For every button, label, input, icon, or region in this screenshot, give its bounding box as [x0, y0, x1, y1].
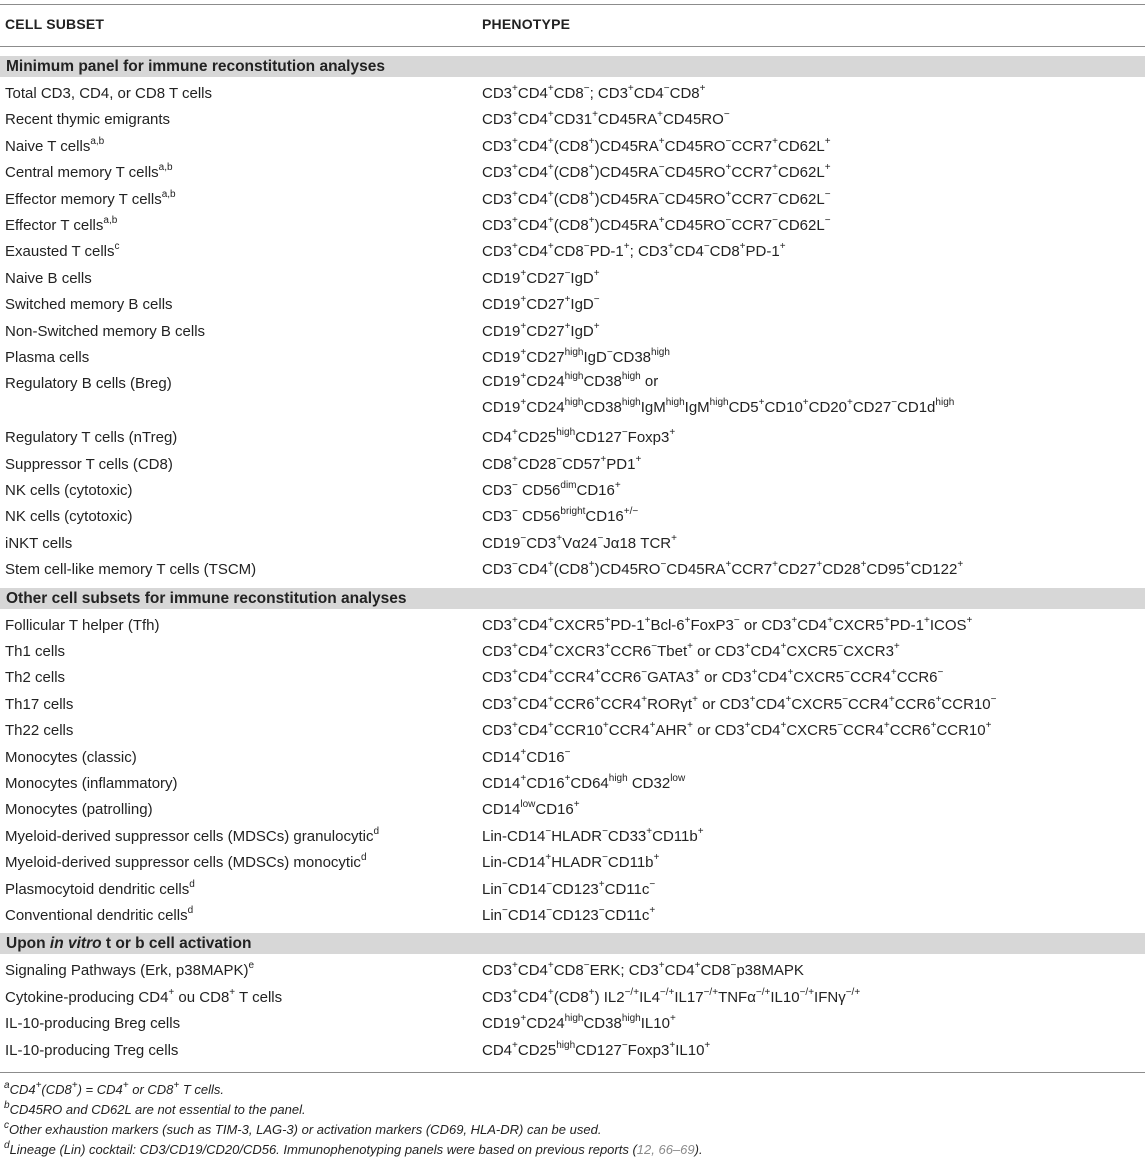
cell-subset: Effector memory T cells$^{a,b}$	[5, 188, 176, 208]
section-header	[0, 56, 1145, 77]
table-row	[0, 1011, 1145, 1037]
table-row	[0, 771, 1145, 797]
cell-phenotype: CD3+CD4+CD31+CD45RA+CD45RO−	[482, 109, 730, 129]
table-row	[0, 958, 1145, 984]
cell-subset: Naive B cells	[5, 269, 92, 287]
table-row	[0, 504, 1145, 530]
table-row	[0, 266, 1145, 292]
cell-phenotype: Lin−CD14−CD123−CD11c+	[482, 905, 656, 924]
table-row	[0, 292, 1145, 318]
table-row	[0, 745, 1145, 771]
cell-phenotype: $CD14^+CD16^+CD64^{high}$ $CD32^{low}$	[482, 773, 686, 792]
cell-phenotype: CD3+CD4+CCR10+CCR4+AHR+ or CD3+CD4+CXCR5−CCR4+CCR6+CCR10+	[482, 720, 992, 740]
cell-phenotype: CD3+CD4+(CD8+) IL2−/+IL4−/+IL17−/+TNFα−/+IL10−/+IFNγ−/+	[482, 986, 861, 1006]
cell-subset: Myeloid-derived suppressor cells (MDSCs) granulocytic$^d$	[5, 825, 380, 845]
table-row	[0, 1038, 1145, 1064]
cell-phenotype: $CD4^+CD25^{high}CD127^-Foxp3^+$	[482, 427, 676, 447]
cell-phenotype: CD3− $CD56^{bright}CD16^{+/-}$	[482, 506, 639, 526]
table-row	[0, 239, 1145, 265]
cell-subset: Non-Switched memory B cells	[5, 322, 206, 340]
cell-subset: NK cells (cytotoxic)	[5, 508, 133, 526]
table-row	[0, 371, 1145, 424]
cell-subset: Recent thymic emigrants	[5, 111, 171, 129]
table-row	[0, 452, 1145, 478]
table-row	[0, 692, 1145, 718]
cell-phenotype: $CD19^+CD24^{high}CD38^{high}IL10^+$	[482, 1013, 676, 1033]
footnote: $^d$Lineage (Lin) cocktail: CD3/CD19/CD20/CD56. Immunophenotyping panels were based on previous reports (12, 66–69).	[4, 1139, 703, 1157]
table-row	[0, 718, 1145, 744]
cell-subset: Regulatory T cells (nTreg)	[5, 429, 178, 447]
cell-subset: Conventional dendritic cells$^d$	[5, 905, 194, 924]
cell-phenotype: CD3+CD4+(CD8+)CD45RA−CD45RO+CCR7+CD62L+	[482, 162, 831, 182]
cell-phenotype: CD19−CD3+Vα24−Jα18 TCR+	[482, 532, 677, 552]
table-row	[0, 797, 1145, 823]
table-row	[0, 187, 1145, 213]
cell-phenotype: CD14+CD16−	[482, 746, 571, 766]
cell-phenotype: $CD19^+CD27^{high}IgD^-CD38^{high}$	[482, 347, 670, 366]
footnote: $^c$Other exhaustion markers (such as TIM-3, LAG-3) or activation markers (CD69, HLA-DR) can be used.	[4, 1119, 602, 1137]
cell-phenotype: CD19+CD27+IgD+	[482, 320, 600, 340]
cell-subset: Stem cell-like memory T cells (TSCM)	[5, 561, 257, 579]
header-cell-subset: CELL SUBSET	[5, 16, 105, 32]
table-row	[0, 81, 1145, 107]
cell-subset: Th17 cells	[5, 695, 74, 713]
cell-subset: Plasmocytoid dendritic cells$^d$	[5, 878, 195, 898]
section-header	[0, 933, 1145, 954]
table-row	[0, 134, 1145, 160]
header-bottom-rule	[0, 46, 1145, 47]
cell-phenotype: CD3−CD4+(CD8+)CD45RO−CD45RA+CCR7+CD27+CD28+CD95+CD122+	[482, 559, 964, 579]
cell-phenotype: CD3+CD4+CCR6+CCR4+RORγt+ or CD3+CD4+CXCR5−CCR4+CCR6+CCR10−	[482, 693, 997, 713]
header-phenotype: PHENOTYPE	[482, 16, 571, 32]
cell-phenotype: $CD4^+CD25^{high}CD127^-Foxp3^+IL10^+$	[482, 1039, 711, 1059]
table-row	[0, 665, 1145, 691]
table-row	[0, 877, 1145, 903]
cell-subset: Monocytes (inflammatory)	[5, 775, 178, 792]
footnote: $^b$CD45RO and CD62L are not essential to the panel.	[4, 1099, 306, 1117]
table-top-rule	[0, 4, 1145, 5]
cell-phenotype: Lin−CD14−CD123+CD11c−	[482, 878, 656, 898]
table-row	[0, 425, 1145, 451]
table-row	[0, 824, 1145, 850]
cell-subset: Suppressor T cells (CD8)	[5, 455, 173, 473]
cell-subset: Myeloid-derived suppressor cells (MDSCs) monocytic$^d$	[5, 852, 367, 872]
table-row	[0, 903, 1145, 929]
cell-subset: iNKT cells	[5, 534, 73, 552]
cell-phenotype: CD3+CD4+(CD8+)CD45RA+CD45RO−CCR7−CD62L−	[482, 215, 831, 234]
table-row	[0, 985, 1145, 1011]
cell-subset: Monocytes (classic)	[5, 748, 137, 766]
table-row	[0, 613, 1145, 639]
table-row	[0, 850, 1145, 876]
cell-subset: Effector T cells$^{a,b}$	[5, 215, 118, 234]
cell-phenotype: $CD19^+CD24^{high}CD38^{high}$ or $CD19^+CD24^{high}CD38^{high}IgM^{high}IgM^{high}CD5^+CD10^+CD20^+CD27^-CD1d^{high}$	[482, 371, 955, 417]
table-row	[0, 213, 1145, 239]
table-row	[0, 557, 1145, 583]
cell-subset: IL-10-producing Treg cells	[5, 1041, 179, 1059]
table-bottom-rule	[0, 1072, 1145, 1073]
table-row	[0, 319, 1145, 345]
cell-subset: Exausted T cells$^c$	[5, 241, 120, 261]
cell-phenotype: CD3+CD4+CD8−ERK; CD3+CD4+CD8−p38MAPK	[482, 960, 804, 980]
cell-subset: Switched memory B cells	[5, 296, 173, 314]
cell-subset: Central memory T cells$^{a,b}$	[5, 162, 173, 182]
cell-phenotype: CD3+CD4+(CD8+)CD45RA+CD45RO−CCR7+CD62L+	[482, 135, 831, 155]
cell-phenotype: CD19+CD27−IgD+	[482, 267, 600, 287]
table-row	[0, 345, 1145, 371]
section-title: Other cell subsets for immune reconstitution analyses	[6, 589, 407, 607]
cell-phenotype: CD3+CD4+(CD8+)CD45RA−CD45RO+CCR7−CD62L−	[482, 188, 831, 208]
cell-phenotype: CD3+CD4+CD8−; CD3+CD4−CD8+	[482, 83, 706, 102]
cell-subset: NK cells (cytotoxic)	[5, 482, 133, 499]
cell-phenotype: CD3+CD4+CCR4+CCR6−GATA3+ or CD3+CD4+CXCR5−CCR4+CCR6−	[482, 667, 944, 687]
table-row	[0, 107, 1145, 133]
section-header	[0, 588, 1145, 609]
cell-subset: Monocytes (patrolling)	[5, 801, 153, 819]
table-row	[0, 160, 1145, 186]
cell-phenotype: CD3+CD4+CXCR3+CCR6−Tbet+ or CD3+CD4+CXCR5−CXCR3+	[482, 641, 900, 660]
cell-phenotype: Lin-CD14+HLADR−CD11b+	[482, 852, 660, 872]
section-title: Minimum panel for immune reconstitution analyses	[6, 58, 385, 75]
cell-phenotype: CD3− $CD56^{dim}CD16^+$	[482, 480, 621, 499]
cell-subset: Total CD3, CD4, or CD8 T cells	[5, 85, 213, 102]
cell-subset: Th22 cells	[5, 722, 74, 740]
cell-phenotype: Lin-CD14−HLADR−CD33+CD11b+	[482, 825, 704, 845]
footnote: $^a$CD4+(CD8+) = CD4+ or CD8+ T cells.	[4, 1079, 225, 1097]
cell-subset: Cytokine-producing CD4+ ou CD8+ T cells	[5, 986, 283, 1006]
table-row	[0, 639, 1145, 665]
cell-phenotype: $CD14^{low}CD16^+$	[482, 799, 580, 819]
cell-phenotype: CD3+CD4+CD8−PD-1+; CD3+CD4−CD8+PD-1+	[482, 241, 786, 261]
cell-phenotype: CD19+CD27+IgD−	[482, 294, 600, 314]
table-row	[0, 478, 1145, 504]
section-title: Upon in vitro t or b cell activation	[6, 935, 252, 953]
cell-phenotype: CD3+CD4+CXCR5+PD-1+Bcl-6+FoxP3− or CD3+CD4+CXCR5+PD-1+ICOS+	[482, 614, 973, 634]
cell-subset: Signaling Pathways (Erk, p38MAPK)$^e$	[5, 960, 255, 980]
cell-subset: IL-10-producing Breg cells	[5, 1015, 181, 1033]
cell-subset: Th1 cells	[5, 643, 66, 660]
reference-link[interactable]: 12, 66–69	[636, 1142, 695, 1157]
cell-subset: Plasma cells	[5, 349, 90, 366]
cell-subset: Th2 cells	[5, 669, 66, 687]
table-row	[0, 531, 1145, 557]
cell-subset: Regulatory B cells (Breg)	[5, 375, 172, 393]
cell-phenotype: CD8+CD28−CD57+PD1+	[482, 453, 642, 473]
cell-subset: Naive T cells$^{a,b}$	[5, 135, 105, 155]
cell-subset: Follicular T helper (Tfh)	[5, 616, 160, 634]
